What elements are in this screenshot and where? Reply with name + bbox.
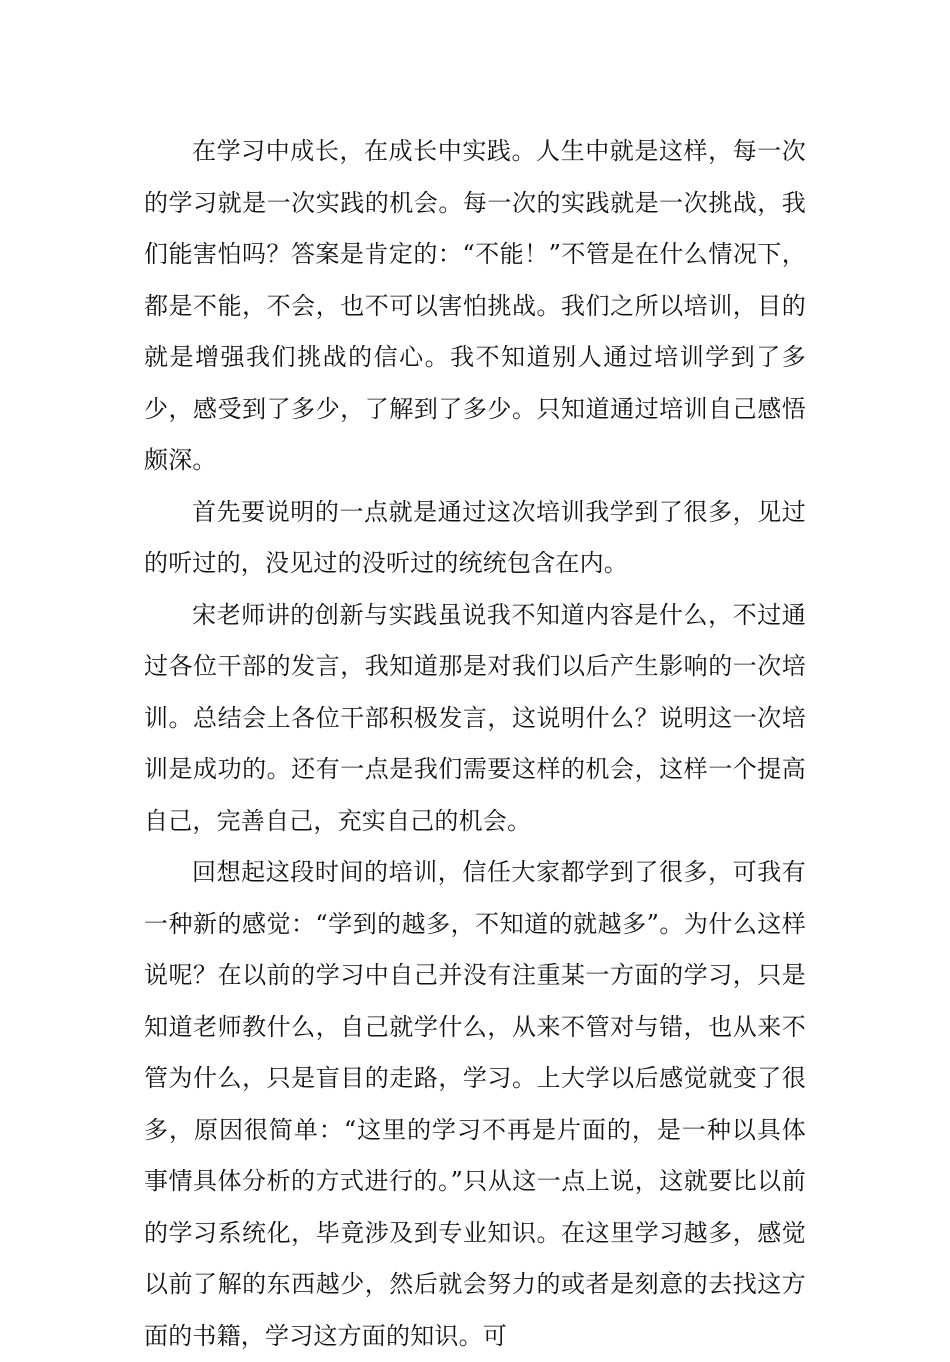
paragraph-4: 回想起这段时间的培训，信任大家都学到了很多，可我有一种新的感觉：“学到的越多，不知道的就越多”。为什么这样说呢？在以前的学习中自己并没有注重某一方面的学习，只是知道老师教什么，自己就学什么，从来不管对与错，也从来不管为什么，只是盲目的走路，学习。上大学以后感觉就变了很多，原因很简单：“这里的学习不再是片面的，是一种以具体事情具体分析的方式进行的。”只从这一点上说，这就要比以前的学习系统化，毕竟涉及到专业知识。在这里学习越多，感觉以前了解的东西越少，然后就会努力的或者是刻意的去找这方面的书籍，学习这方面的知识。可 [144, 858, 806, 1350]
paragraph-1: 在学习中成长，在成长中实践。人生中就是这样，每一次的学习就是一次实践的机会。每一次的实践就是一次挑战，我们能害怕吗？答案是肯定的：“不能！”不管是在什么情况下，都是不能，不会，也不可以害怕挑战。我们之所以培训，目的就是增强我们挑战的信心。我不知道别人通过培训学到了多少，感受到了多少，了解到了多少。只知道通过培训自己感悟颇深。 [144, 137, 806, 474]
paragraph-3: 宋老师讲的创新与实践虽说我不知道内容是什么，不过通过各位干部的发言，我知道那是对我们以后产生影响的一次培训。总结会上各位干部积极发言，这说明什么？说明这一次培训是成功的。还有一点是我们需要这样的机会，这样一个提高自己，完善自己，充实自己的机会。 [144, 600, 806, 835]
paragraph-2: 首先要说明的一点就是通过这次培训我学到了很多，见过的听过的，没见过的没听过的统统包含在内。 [144, 497, 806, 577]
document-body [144, 126, 806, 1362]
